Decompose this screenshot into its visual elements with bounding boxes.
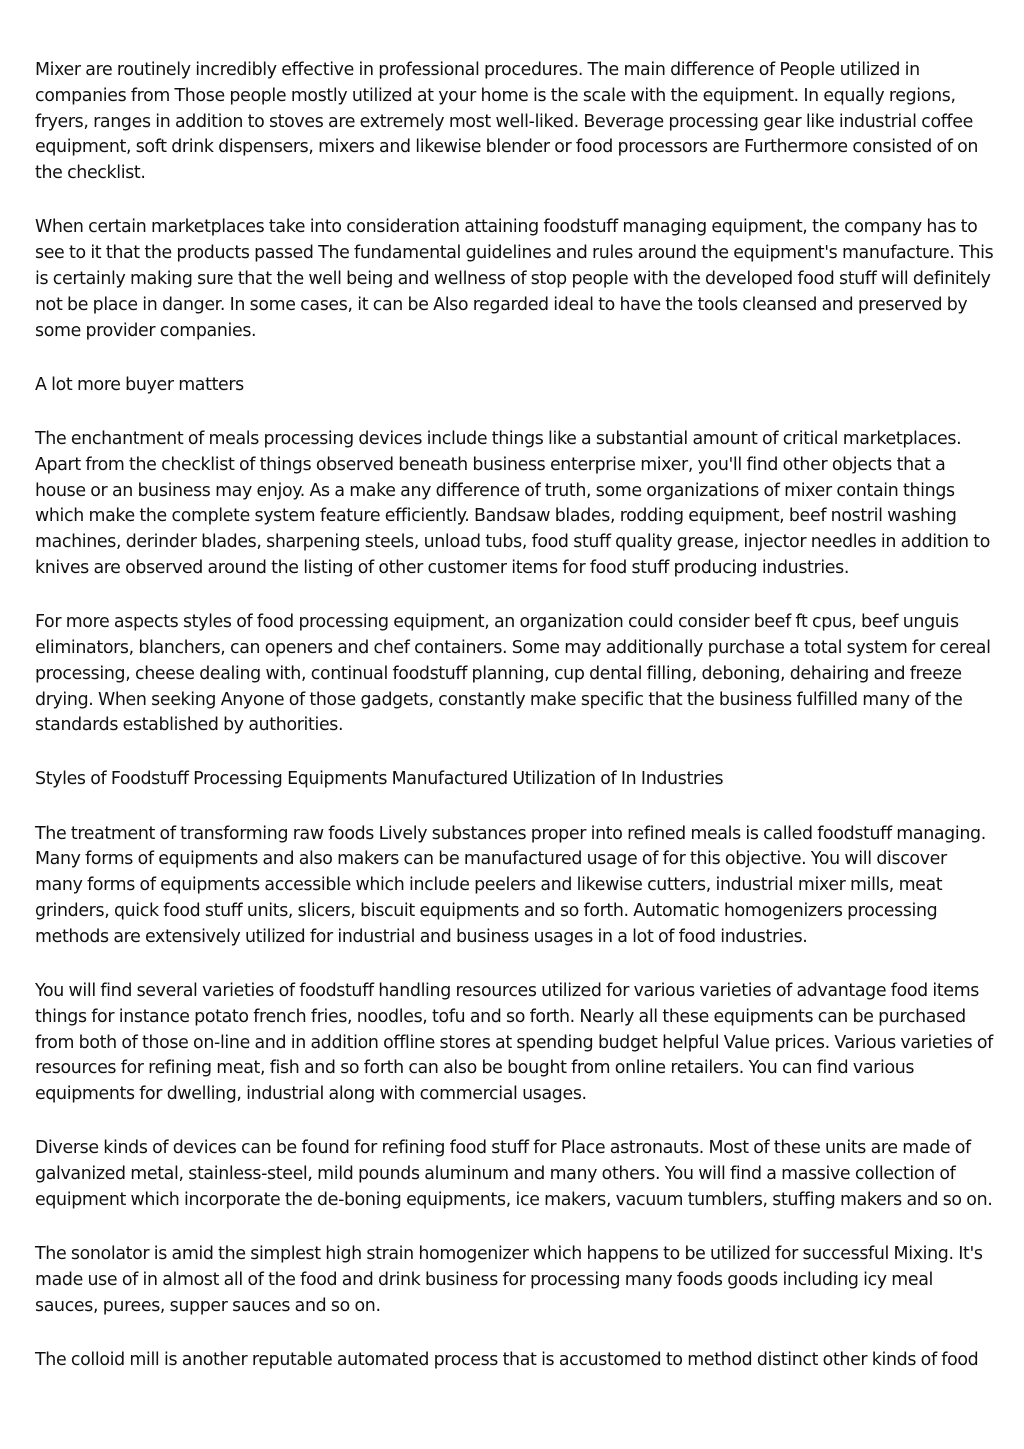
section-heading-buyer-matters: A lot more buyer matters <box>35 374 244 395</box>
document-page <box>35 58 997 1402</box>
paragraph-colloid-mill: The colloid mill is another reputable automated process that is accustomed to method distinct other kinds of food <box>35 1349 979 1370</box>
paragraph-treatment: The treatment of transforming raw foods Lively substances proper into refined meals is called foodstuff managing. Many forms of equipments and also makers can be manufactured usage of for this objective. You will discover many forms of equipments accessible which include peelers and likewise cutters, industrial mixer mills, meat grinders, quick food stuff units, slicers, biscuit equipments and so forth. Automatic homogenizers processing methods are extensively utilized for industrial and business usages in a lot of food industries. <box>35 823 986 947</box>
paragraph-more-aspects: For more aspects styles of food processing equipment, an organization could consider beef ft cpus, beef unguis eliminators, blanchers, can openers and chef containers. Some may additionally purchase a total system for cereal processing, cheese dealing with, continual foodstuff planning, cup dental filling, deboning, dehairing and freeze drying. When seeking Anyone of those gadgets, constantly make specific that the business fulfilled many of the standards established by authorities. <box>35 612 991 736</box>
paragraph-marketplaces: When certain marketplaces take into consideration attaining foodstuff managing equipment, the company has to see to it that the products passed The fundamental guidelines and rules around the equipment's manufacture. This is certainly making sure that the well being and wellness of stop people with the developed food stuff will definitely not be place in danger. In some cases, it can be Also regarded ideal to have the tools cleansed and preserved by some provider companies. <box>35 217 994 341</box>
paragraph-varieties: You will find several varieties of foodstuff handling resources utilized for various varieties of advantage food items things for instance potato french fries, noodles, tofu and so forth. Nearly all these equipments can be purchased from both of those on-line and in addition offline stores at spending budget helpful Value prices. Various varieties of resources for refining meat, fish and so forth can also be bought from online retailers. You can find various equipments for dwelling, industrial along with commercial usages. <box>35 981 993 1105</box>
paragraph-enchantment: The enchantment of meals processing devices include things like a substantial amount of critical marketplaces. Apart from the checklist of things observed beneath business enterprise mixer, you'll find other objects that a house or an business may enjoy. As a make any difference of truth, some organizations of mixer contain things which make the complete system feature efficiently. Bandsaw blades, rodding equipment, beef nostril washing machines, derinder blades, sharpening steels, unload tubs, food stuff quality grease, injector needles in addition to knives are observed around the listing of other customer items for food stuff producing industries. <box>35 428 991 578</box>
paragraph-mixer-intro: Mixer are routinely incredibly effective in professional procedures. The main difference of People utilized in companies from Those people mostly utilized at your home is the scale with the equipment. In equally regions, fryers, ranges in addition to stoves are extremely most well-liked. Beverage processing gear like industrial coffee equipment, soft drink dispensers, mixers and likewise blender or food processors are Furthermore consisted of on the checklist. <box>35 60 979 184</box>
paragraph-astronauts: Diverse kinds of devices can be found for refining food stuff for Place astronauts. Most of these units are made of galvanized metal, stainless-steel, mild pounds aluminum and many others. You will find a massive collection of equipment which incorporate the de-boning equipments, ice makers, vacuum tumblers, stuffing makers and so on. <box>35 1138 993 1211</box>
section-heading-styles: Styles of Foodstuff Processing Equipments Manufactured Utilization of In Industries <box>35 769 724 790</box>
paragraph-sonolator: The sonolator is amid the simplest high strain homogenizer which happens to be utilized for successful Mixing. It's made use of in almost all of the food and drink business for processing many foods goods including icy meal sauces, purees, supper sauces and so on. <box>35 1244 983 1316</box>
